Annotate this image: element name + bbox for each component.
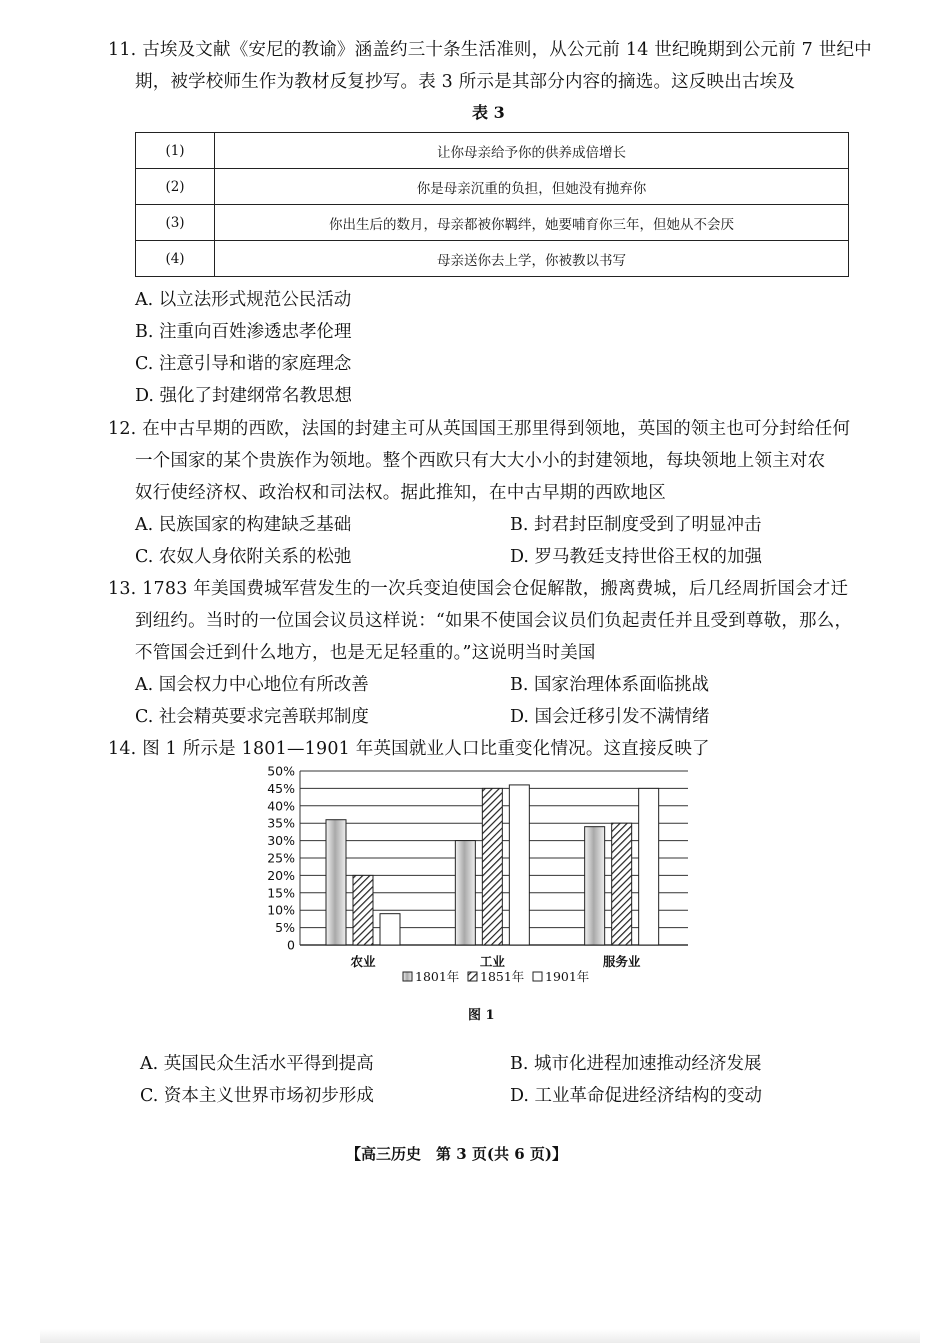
y-tick-label: 45%: [267, 780, 295, 796]
q14-option-a[interactable]: A. 英国民众生活水平得到提高: [140, 1054, 374, 1074]
q12-option-c[interactable]: C. 农奴人身依附关系的松弛: [135, 547, 352, 567]
bar-3-3: [639, 788, 659, 945]
q13-stem-line1: 13. 1783 年美国费城军营发生的一次兵变迫使国会仓促解散，搬离费城，后几经周折国会才迁: [108, 579, 849, 599]
y-tick-label: 20%: [267, 867, 295, 883]
bar-2-1: [455, 841, 475, 945]
y-tick-label: 25%: [267, 850, 295, 866]
bar-2-2: [482, 788, 502, 945]
q14-option-b[interactable]: B. 城市化进程加速推动经济发展: [510, 1054, 762, 1074]
category-label: 服务业: [602, 954, 641, 969]
table-cell-num: (4): [136, 241, 215, 277]
legend-label: 1801年: [415, 969, 460, 984]
table-cell-text: 你是母亲沉重的负担，但她没有抛弃你: [215, 169, 849, 205]
legend-swatch: [533, 972, 542, 981]
scan-edge-shadow: [40, 1329, 920, 1343]
q14-option-c[interactable]: C. 资本主义世界市场初步形成: [140, 1086, 374, 1106]
y-tick-label: 50%: [267, 763, 295, 779]
q12-stem-line2: 一个国家的某个贵族作为领地。整个西欧只有大大小小的封建领地，每块领地上领主对农: [135, 451, 826, 471]
q11-option-a[interactable]: A. 以立法形式规范公民活动: [135, 290, 352, 310]
table-caption: 表 3: [472, 103, 505, 122]
y-tick-label: 15%: [267, 885, 295, 901]
y-tick-label: 10%: [267, 902, 295, 918]
q13-stem-line3: 不管国会迁到什么地方，也是无足轻重的。”这说明当时美国: [135, 643, 596, 663]
q13-stem-line2: 到纽约。当时的一位国会议员这样说：“如果不使国会议员们负起责任并且受到尊敬，那么，: [135, 611, 853, 631]
q11-option-d[interactable]: D. 强化了封建纲常名教思想: [135, 386, 353, 406]
q12-option-d[interactable]: D. 罗马教廷支持世俗王权的加强: [510, 547, 763, 567]
y-tick-label: 30%: [267, 833, 295, 849]
category-label: 农业: [350, 954, 376, 969]
q11-stem-line2: 期，被学校师生作为教材反复抄写。表 3 所示是其部分内容的摘选。这反映出古埃及: [135, 72, 796, 92]
bar-1-2: [353, 875, 373, 945]
category-label: 工业: [479, 954, 505, 969]
q13-option-a[interactable]: A. 国会权力中心地位有所改善: [135, 675, 369, 695]
q12-option-a[interactable]: A. 民族国家的构建缺乏基础: [135, 515, 352, 535]
q13-option-d[interactable]: D. 国会迁移引发不满情绪: [510, 707, 710, 727]
y-tick-label: 5%: [275, 920, 295, 936]
y-tick-label: 40%: [267, 798, 295, 814]
table-cell-num: (2): [136, 169, 215, 205]
q11-option-b[interactable]: B. 注重向百姓渗透忠孝伦理: [135, 322, 352, 342]
q14-option-d[interactable]: D. 工业革命促进经济结构的变动: [510, 1086, 763, 1106]
bar-1-1: [326, 820, 346, 945]
q13-option-b[interactable]: B. 国家治理体系面临挑战: [510, 675, 709, 695]
bar-3-1: [585, 827, 605, 945]
q13-option-c[interactable]: C. 社会精英要求完善联邦制度: [135, 707, 369, 727]
legend-swatch: [468, 972, 477, 981]
bar-2-3: [509, 785, 529, 945]
table-cell-text: 你出生后的数月，母亲都被你羁绊，她要哺育你三年，但她从不会厌: [215, 205, 849, 241]
legend-swatch: [403, 972, 412, 981]
y-tick-label: 35%: [267, 815, 295, 831]
bar-3-2: [612, 823, 632, 945]
page-footer: 【高三历史 第 3 页(共 6 页)】: [346, 1145, 567, 1163]
bar-1-3: [380, 914, 400, 945]
q11-option-c[interactable]: C. 注意引导和谐的家庭理念: [135, 354, 352, 374]
q12-stem-line1: 12. 在中古早期的西欧，法国的封建主可从英国国王那里得到领地，英国的领主也可分封给任何: [108, 419, 851, 439]
y-tick-label: 0: [287, 937, 295, 953]
table-cell-num: (3): [136, 205, 215, 241]
q12-option-b[interactable]: B. 封君封臣制度受到了明显冲击: [510, 515, 762, 535]
legend-label: 1901年: [545, 969, 590, 984]
legend-label: 1851年: [480, 969, 525, 984]
figure-caption: 图 1: [468, 1008, 495, 1023]
table-cell-text: 让你母亲给予你的供养成倍增长: [215, 133, 849, 169]
q11-stem-line1: 11. 古埃及文献《安尼的教谕》涵盖约三十条生活准则，从公元前 14 世纪晚期到公元前 7 世纪中: [108, 40, 872, 60]
q12-stem-line3: 奴行使经济权、政治权和司法权。据此推知，在中古早期的西欧地区: [135, 483, 666, 503]
table-cell-num: (1): [136, 133, 215, 169]
q14-stem-line1: 14. 图 1 所示是 1801—1901 年英国就业人口比重变化情况。这直接反映了: [108, 739, 710, 759]
table-cell-text: 母亲送你去上学，你被教以书写: [215, 241, 849, 277]
